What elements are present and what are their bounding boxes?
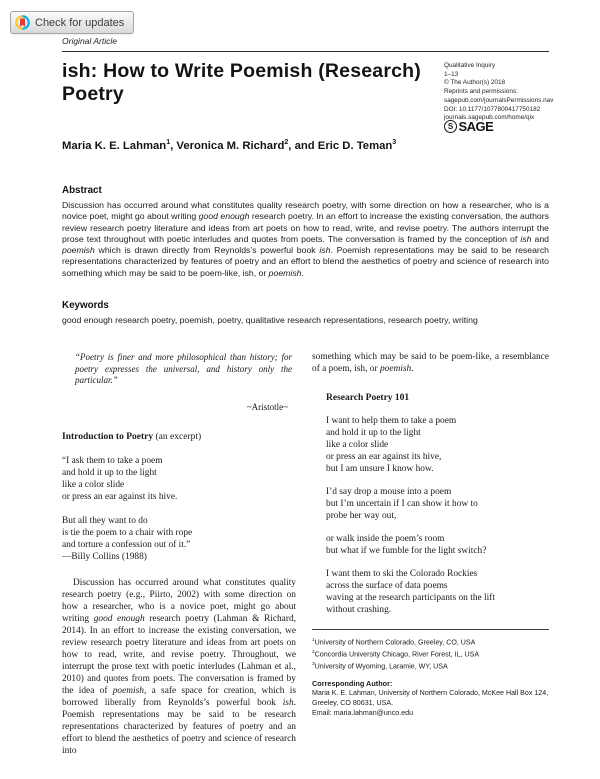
author-name: Veronica M. Richard (176, 139, 285, 152)
sage-logo (444, 119, 493, 134)
author-affiliation-ref: 1 (166, 139, 171, 146)
email-link[interactable]: maria.lahman@unco.edu (333, 708, 414, 717)
journal-permissions: Reprints and permissions: (444, 88, 518, 96)
check-for-updates-button[interactable] (10, 11, 134, 34)
poem-stanza: But all they want to do is tie the poem to a chair with rope and torture a confession out of it.” —Billy Collins (1988) (62, 515, 193, 562)
poem-heading-introduction-to-poetry: Introduction to Poetry (an excerpt) (62, 431, 202, 442)
author-name: Maria K. E. Lahman (62, 139, 167, 152)
epigraph-attribution: ~Aristotle~ (246, 401, 288, 412)
poem-heading-research-poetry-101: Research Poetry 101 (326, 393, 410, 403)
corresponding-author-email-line (312, 709, 549, 719)
footnote-divider (312, 629, 549, 630)
journal-home-url: journals.sagepub.com/home/qix (444, 114, 535, 122)
abstract-text: Discussion has occurred around what constitutes quality research poetry, with some direction on how a researcher, who is a novice poet, might go about writing good enough research poetry. In an effort to increase the existing conversation, the authors review research poetry literature and ideas from art poets on how to read, write, and revise poetry. The authors interrupt the prose text throughout with poetic interludes and quotes from poets. The conversation is framed by the conception of ish and poemish which is drawn directly from Reynolds’s powerful book ish. Poemish representations may be said to be research representations characterized by features of poetry and an effort to blend the aesthetics of poetry and science of research into something which may be said to be poem-like, ish, or poemish. (62, 200, 549, 278)
byline (62, 139, 542, 152)
left-column (62, 351, 296, 757)
journal-name: Qualitative Inquiry (444, 62, 496, 69)
sage-wordmark: SAGE (458, 119, 494, 134)
byline-separator: , (170, 139, 177, 152)
abstract-section (62, 185, 549, 279)
corresponding-author-text: Maria K. E. Lahman, University of Northern Colorado, McKee Hall Box 124, Greeley, CO 80631, USA. (312, 689, 549, 707)
sage-s-icon: S (444, 120, 457, 133)
poem-stanza: “I ask them to take a poem and hold it up to the light like a color slide or press an ear against its hive. (62, 455, 178, 502)
affiliation-sup: 2 (312, 650, 315, 656)
journal-copyright: © The Author(s) 2018 (444, 79, 506, 87)
abstract-heading: Abstract (62, 185, 102, 196)
check-for-updates-label: Check for updates (35, 16, 125, 29)
body-paragraph: Discussion has occurred around what constitutes quality research poetry (e.g., Piirto, 2002) with some direction on how a researcher, who is a novice poet, might go about writing good enough research poetry (Lahman & Richard, 2014). In an effort to increase the existing conversation, we review research poetry literature and ideas from art poets on how to read, write, and revise poetry. Throughout, we interrupt the prose text with poetic interludes (Lahman et al., 2010) and quotes from poets. The conversation is framed by the idea of poemish, a safe space for creation, which is borrowed liberally from Reynolds’s powerful book ish. Poemish representations may be said to be research representations characterized by features of poetry and an effort to blend the aesthetics of poetry and science of research into (62, 577, 296, 756)
poem-stanza: I’d say drop a mouse into a poem but I’m uncertain if I can show it how to probe her way out, (326, 487, 478, 521)
corresponding-author-heading: Corresponding Author: (312, 679, 393, 689)
journal-info (444, 62, 562, 123)
crossmark-icon (15, 15, 30, 30)
byline-separator: , and (288, 139, 318, 152)
article-type-label: Original Article (62, 36, 117, 46)
journal-doi: DOI: 10.1177/1077800417750182 (444, 105, 541, 113)
affiliation-line (312, 648, 549, 660)
poem-stanza: I want them to ski the Colorado Rockies across the surface of data poems waving at the research participants on the lift without crashing. (326, 569, 495, 615)
keywords-heading: Keywords (62, 300, 109, 311)
footnotes-block (312, 629, 549, 718)
affiliation-line (312, 660, 549, 672)
affiliation-text: University of Wyoming, Laramie, WY, USA (314, 662, 448, 671)
affiliation-text: Concordia University Chicago, River Forest, IL, USA (314, 650, 480, 659)
right-column (312, 351, 549, 616)
epigraph-quote: “Poetry is finer and more philosophical than history; for poetry expresses the universal, and history only the particular.” (75, 352, 292, 385)
body-paragraph-continuation: something which may be said to be poem-like, a resemblance of a poem, ish, or poemish. (312, 352, 549, 374)
journal-permissions-url: sagepub.com/journalsPermissions.nav (444, 96, 554, 104)
paper-title: ish: How to Write Poemish (Research) Poetry (62, 60, 421, 105)
affiliation-sup: 3 (312, 662, 315, 668)
keywords-section (62, 300, 549, 326)
author-affiliation-ref: 2 (284, 139, 289, 146)
author-name: Eric D. Teman (317, 139, 393, 152)
journal-pages: 1–13 (444, 70, 459, 78)
affiliation-sup: 1 (312, 638, 315, 643)
affiliation-line (312, 636, 549, 648)
author-affiliation-ref: 3 (392, 139, 397, 146)
poem-stanza: or walk inside the poem’s room but what if we fumble for the light switch? (326, 534, 487, 556)
keywords-text: good enough research poetry, poemish, poetry, qualitative research representations, research poetry, writing (62, 315, 478, 325)
affiliation-text: University of Northern Colorado, Greeley, CO, USA (314, 638, 476, 647)
header-divider (62, 51, 549, 52)
email-label: Email: (312, 708, 334, 717)
poem-stanza: I want to help them to take a poem and hold it up to the light like a color slide or press an ear against its hive, but I am unsure I know how. (326, 416, 457, 474)
